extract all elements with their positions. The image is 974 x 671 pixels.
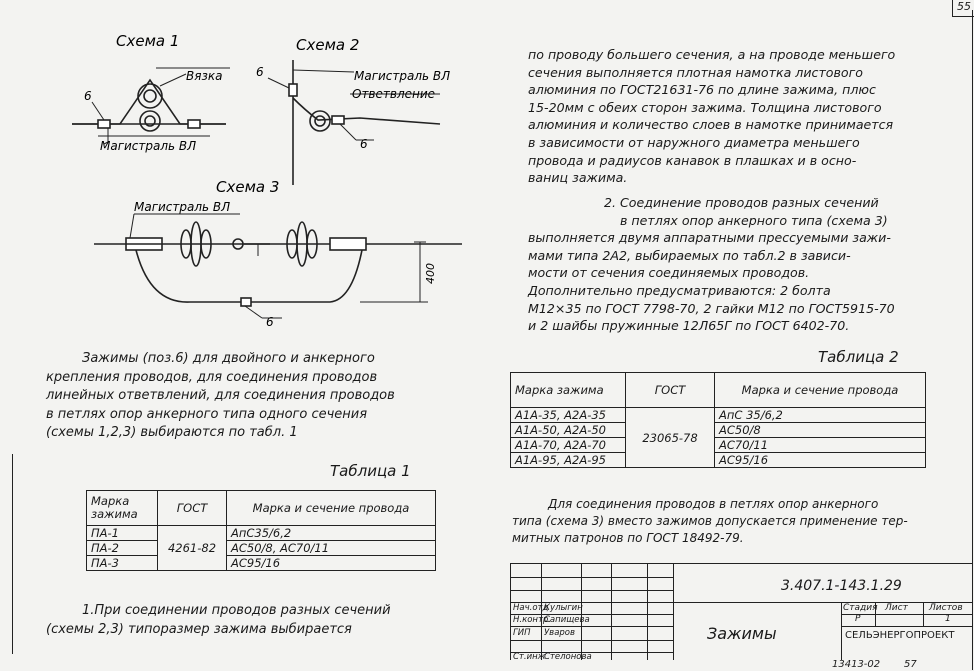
text-line: Зажимы (поз.6) для двойного и анкерного xyxy=(82,351,375,366)
footer-number: 57 xyxy=(904,659,917,670)
text-line: крепления проводов, для соединения проводов xyxy=(46,369,378,385)
text-line: ваниц зажима. xyxy=(528,170,628,186)
table-row xyxy=(87,556,436,571)
table-row xyxy=(511,453,926,468)
table2-mark: А1А-95, А2А-95 xyxy=(511,453,626,468)
scheme1-main-label: Магистраль ВЛ xyxy=(100,139,197,153)
organization: СЕЛЬЭНЕРГОПРОЕКТ xyxy=(845,630,955,641)
table-row xyxy=(87,491,436,526)
right-paragraph-2 xyxy=(528,194,895,335)
name: Сапищева xyxy=(544,615,590,626)
table2-mark: А1А-35, А2А-35 xyxy=(511,408,626,423)
table2-wire: АС95/16 xyxy=(715,453,926,468)
role: Ст.инж xyxy=(513,651,546,662)
table2-mark: А1А-70, А2А-70 xyxy=(511,438,626,453)
text-line: 1.При соединении проводов разных сечений xyxy=(82,603,391,618)
text-line: алюминия по ГОСТ21631-76 по длине зажима, плюс xyxy=(528,82,876,98)
table1-header-mark: Марка зажима xyxy=(87,491,158,526)
text-line: митных патронов по ГОСТ 18492-79. xyxy=(512,531,744,545)
table-row xyxy=(511,408,926,423)
sheet-label: Лист xyxy=(885,603,908,613)
doc-code: 3.407.1-143.1.29 xyxy=(781,578,902,594)
stage-label: Стадия xyxy=(843,603,878,613)
text-line: линейных ответвлений, для соединения проводов xyxy=(46,388,395,403)
text-line: типа (схема 3) вместо зажимов допускается применение тер- xyxy=(512,514,908,528)
scheme2-pos-bottom-label: 6 xyxy=(360,137,368,151)
table-row xyxy=(511,373,926,408)
table2-wire: АС50/8 xyxy=(715,423,926,438)
role: ГИП xyxy=(513,627,531,638)
table1-header-gost: ГОСТ xyxy=(158,491,227,526)
stage-value: Р xyxy=(855,614,861,624)
scheme3-dim-label: 400 xyxy=(424,263,437,284)
text-line: сечения выполняется плотная намотка листового xyxy=(528,64,863,80)
table2-mark: А1А-50, А2А-50 xyxy=(511,423,626,438)
table1-wire: АпС35/6,2 xyxy=(227,526,436,541)
footer-code: 13413-02 xyxy=(832,659,881,670)
scheme2-branch-label: Ответвление xyxy=(352,87,436,101)
right-paragraph-1 xyxy=(528,46,895,187)
table2-header-gost: ГОСТ xyxy=(626,373,715,408)
table1-mark: ПА-3 xyxy=(87,556,158,571)
text-line: в петлях опор анкерного типа одного сечения xyxy=(46,406,368,422)
scheme3-title: Схема 3 xyxy=(216,178,280,196)
sheets-label: Листов xyxy=(929,603,963,613)
role: Н.контр. xyxy=(513,615,552,626)
scheme1-insulator-bottom xyxy=(140,111,160,131)
table-row xyxy=(87,541,436,556)
name: Кулыгин xyxy=(544,603,583,613)
text-line: 2. Соединение проводов разных сечений xyxy=(604,195,879,210)
table1-mark: ПА-1 xyxy=(87,526,158,541)
table2-gost: 23065-78 xyxy=(626,408,715,468)
scheme3-loop xyxy=(136,250,362,302)
scheme2-title: Схема 2 xyxy=(296,36,360,54)
scheme3-main-label: Магистраль ВЛ xyxy=(134,200,231,214)
left-paragraph-1 xyxy=(46,350,395,443)
text-line: Для соединения проводов в петлях опор анкерного xyxy=(548,497,879,511)
sheets-value: 1 xyxy=(945,614,951,624)
table2-wire: АС70/11 xyxy=(715,438,926,453)
table-row xyxy=(511,438,926,453)
scheme1-tie-label: Вязка xyxy=(186,69,223,83)
page-number-box: 55 xyxy=(952,0,974,17)
table2-title: Таблица 2 xyxy=(818,348,899,366)
text-line: М12×35 по ГОСТ 7798-70, 2 гайки М12 по ГОСТ5915-70 xyxy=(528,300,895,316)
title-block-names xyxy=(544,602,592,663)
table1 xyxy=(86,490,436,571)
table1-gost: 4261-82 xyxy=(158,526,227,571)
text-line: и 2 шайбы пружинные 12Л65Г по ГОСТ 6402-70. xyxy=(528,318,850,334)
table-row xyxy=(511,423,926,438)
scheme1-insulator-top xyxy=(138,84,162,108)
text-line: провода и радиусов канавок в плашках и в осно- xyxy=(528,152,857,168)
schemes-drawing xyxy=(0,0,520,340)
name: Стелонова xyxy=(544,651,592,662)
text-line: в петлях опор анкерного типа (схема 3) xyxy=(620,212,888,228)
role: Нач.отд xyxy=(513,603,549,613)
scheme2-insulator xyxy=(310,111,330,131)
table2 xyxy=(510,372,926,468)
scheme2-pos-top-label: 6 xyxy=(256,65,264,79)
table1-wire: АС50/8, АС70/11 xyxy=(227,541,436,556)
margin-stub xyxy=(0,454,13,654)
text-line: в зависимости от наружного диаметра меньшего xyxy=(528,134,860,150)
left-paragraph-2 xyxy=(46,602,391,639)
title-block xyxy=(510,563,973,660)
doc-title: Зажимы xyxy=(707,624,777,643)
scheme2-main-label: Магистраль ВЛ xyxy=(354,69,451,83)
table1-wire: АС95/16 xyxy=(227,556,436,571)
text-line: мами типа 2А2, выбираемых по табл.2 в зависи- xyxy=(528,247,851,263)
table2-header-wire: Марка и сечение провода xyxy=(715,373,926,408)
scheme3-pos-label: 6 xyxy=(266,315,274,329)
table1-mark: ПА-2 xyxy=(87,541,158,556)
scheme1-title: Схема 1 xyxy=(116,32,180,50)
scheme1-pos-label: 6 xyxy=(84,89,92,103)
text-line: выполняется двумя аппаратными прессуемыми зажи- xyxy=(528,230,891,246)
table2-header-mark: Марка зажима xyxy=(511,373,626,408)
text-line: мости от сечения соединяемых проводов. xyxy=(528,265,810,281)
text-line: алюминия и количество слоев в намотке принимается xyxy=(528,117,894,133)
table1-title: Таблица 1 xyxy=(330,462,411,480)
name: Уваров xyxy=(544,627,576,638)
table-row xyxy=(87,526,436,541)
text-line: по проводу большего сечения, а на проводе меньшего xyxy=(528,47,896,62)
text-line: (схемы 1,2,3) выбираются по табл. 1 xyxy=(46,425,298,440)
text-line: 15-20мм с обеих сторон зажима. Толщина листового xyxy=(528,99,882,115)
text-line: (схемы 2,3) типоразмер зажима выбирается xyxy=(46,621,352,637)
right-paragraph-3 xyxy=(512,496,908,547)
table1-header-wire: Марка и сечение провода xyxy=(227,491,436,526)
text-line: Дополнительно предусматриваются: 2 болта xyxy=(528,282,831,298)
table2-wire: АпС 35/6,2 xyxy=(715,408,926,423)
